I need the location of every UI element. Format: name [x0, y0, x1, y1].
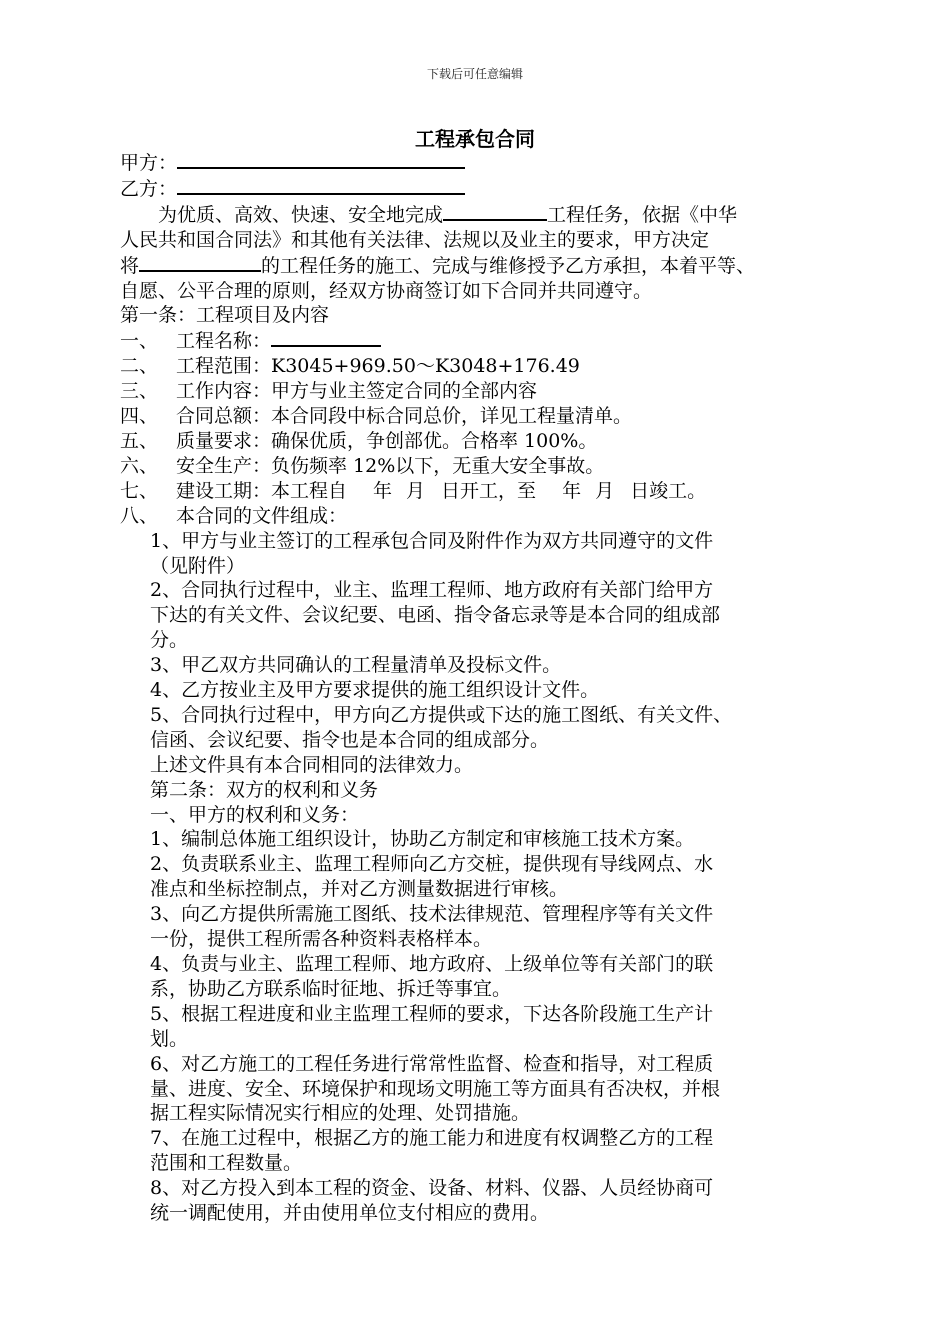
- task-blank: [443, 202, 547, 221]
- party-b-blank: [177, 176, 465, 195]
- duty-item-4: 系，协助乙方联系临时征地、拆迁等事宜。: [150, 977, 512, 1000]
- article-2-title: 第二条：双方的权利和义务: [150, 778, 379, 801]
- doc-item-1: 1、甲方与业主签订的工程承包合同及附件作为双方共同遵守的文件: [150, 529, 714, 552]
- duty-item-3: 一份，提供工程所需各种资料表格样本。: [150, 928, 493, 951]
- item-text: 合同总额：本合同段中标合同总价，详见工程量清单。: [176, 405, 633, 428]
- item-text: 工程范围：K3045+969.50～K3048+176.49: [176, 355, 580, 378]
- intro-text: 工程任务，依据《中华: [547, 203, 738, 226]
- party-a-label: 甲方：: [120, 152, 178, 174]
- duty-item-8: 统一调配使用，并由使用单位支付相应的费用。: [150, 1202, 550, 1225]
- doc-item-2: 下达的有关文件、会议纪要、电函、指令备忘录等是本合同的组成部: [150, 604, 721, 627]
- item-text: 日竣工。: [630, 479, 707, 502]
- duty-item-8: 8、对乙方投入到本工程的资金、设备、材料、仪器、人员经协商可: [150, 1177, 714, 1200]
- duty-item-6: 6、对乙方施工的工程任务进行常常性监督、检查和指导，对工程质: [150, 1052, 714, 1075]
- document-body: [120, 150, 850, 1226]
- doc-item-2: 2、合同执行过程中，业主、监理工程师、地方政府有关部门给甲方: [150, 579, 714, 602]
- intro-line: 人民共和国合同法》和其他有关法律、法规以及业主的要求，甲方决定: [120, 228, 710, 251]
- item-number: 四、: [120, 405, 159, 428]
- task-blank: [139, 253, 261, 272]
- item-work-content: [120, 379, 850, 404]
- item-text: 月: [595, 479, 615, 502]
- duty-item-5: 5、根据工程进度和业主监理工程师的要求，下达各阶段施工生产计: [150, 1002, 714, 1025]
- intro-text: 将: [120, 254, 140, 277]
- party-a-blank: [177, 150, 465, 169]
- duty-item-4: 4、负责与业主、监理工程师、地方政府、上级单位等有关部门的联: [150, 953, 714, 975]
- page-header-note: 下载后可任意编辑: [426, 67, 523, 81]
- doc-item-3: 3、甲乙双方共同确认的工程量清单及投标文件。: [150, 654, 562, 677]
- item-contract-total: [120, 404, 850, 429]
- party-a-section-title: 一、甲方的权利和义务：: [150, 803, 360, 826]
- item-project-scope: [120, 354, 850, 379]
- duty-item-7: 范围和工程数量。: [150, 1152, 303, 1175]
- item-text: 本合同的文件组成：: [176, 504, 348, 527]
- doc-item-2: 分。: [150, 629, 189, 652]
- item-text: 年: [373, 479, 393, 502]
- duty-item-6: 量、进度、安全、环境保护和现场文明施工等方面具有否决权，并根: [150, 1077, 721, 1100]
- doc-item-5: 信函、会议纪要、指令也是本合同的组成部分。: [150, 728, 550, 751]
- item-safety: [120, 454, 850, 479]
- doc-item-1: （见附件）: [150, 554, 246, 577]
- intro-line: [120, 253, 850, 279]
- duty-item-2: 准点和坐标控制点，并对乙方测量数据进行审核。: [150, 878, 569, 901]
- item-schedule: [120, 479, 850, 504]
- item-contract-documents: [120, 504, 850, 529]
- duty-item-7: 7、在施工过程中，根据乙方的施工能力和进度有权调整乙方的工程: [150, 1127, 714, 1150]
- item-number: 六、: [120, 454, 159, 477]
- item-number: 三、: [120, 380, 159, 403]
- party-a-line: [120, 150, 850, 176]
- item-text: 工作内容：甲方与业主签定合同的全部内容: [176, 380, 538, 403]
- party-b-label: 乙方：: [120, 177, 178, 200]
- project-name-blank: [271, 328, 381, 347]
- item-text: 年: [562, 479, 582, 502]
- doc-summary: 上述文件具有本合同相同的法律效力。: [150, 753, 474, 776]
- item-quality: [120, 429, 850, 454]
- duty-item-1: 1、编制总体施工组织设计，协助乙方制定和审核施工技术方案。: [150, 828, 695, 851]
- duty-item-5: 划。: [150, 1027, 189, 1050]
- item-number: 一、: [120, 330, 159, 353]
- intro-line: 自愿、公平合理的原则，经双方协商签订如下合同并共同遵守。: [120, 279, 653, 302]
- item-text: 质量要求：确保优质，争创部优。合格率 100%。: [176, 429, 598, 452]
- intro-line: [120, 202, 850, 228]
- duty-item-2: 2、负责联系业主、监理工程师向乙方交桩，提供现有导线网点、水: [150, 853, 714, 876]
- item-number: 二、: [120, 355, 159, 378]
- duty-item-6: 据工程实际情况实行相应的处理、处罚措施。: [150, 1102, 531, 1125]
- item-text: 安全生产：负伤频率 12%以下，无重大安全事故。: [176, 454, 605, 477]
- duty-item-3: 3、向乙方提供所需施工图纸、技术法律规范、管理程序等有关文件: [150, 903, 714, 926]
- intro-text: 的工程任务的施工、完成与维修授予乙方承担，本着平等、: [261, 254, 756, 277]
- item-number: 五、: [120, 429, 159, 452]
- item-text: 建设工期：本工程自: [176, 479, 348, 502]
- item-text: 工程名称：: [176, 330, 272, 353]
- item-number: 七、: [120, 479, 159, 502]
- item-project-name: [120, 328, 850, 354]
- doc-item-5: 5、合同执行过程中，甲方向乙方提供或下达的施工图纸、有关文件、: [150, 703, 733, 726]
- party-b-line: [120, 176, 850, 202]
- item-number: 八、: [120, 504, 159, 527]
- doc-item-4: 4、乙方按业主及甲方要求提供的施工组织设计文件。: [150, 679, 600, 702]
- intro-text: 为优质、高效、快速、安全地完成: [158, 203, 444, 226]
- item-text: 月: [406, 479, 426, 502]
- item-text: 日开工，至: [441, 479, 537, 502]
- document-title: 工程承包合同: [415, 127, 535, 151]
- article-1-title: 第一条：工程项目及内容: [120, 304, 330, 327]
